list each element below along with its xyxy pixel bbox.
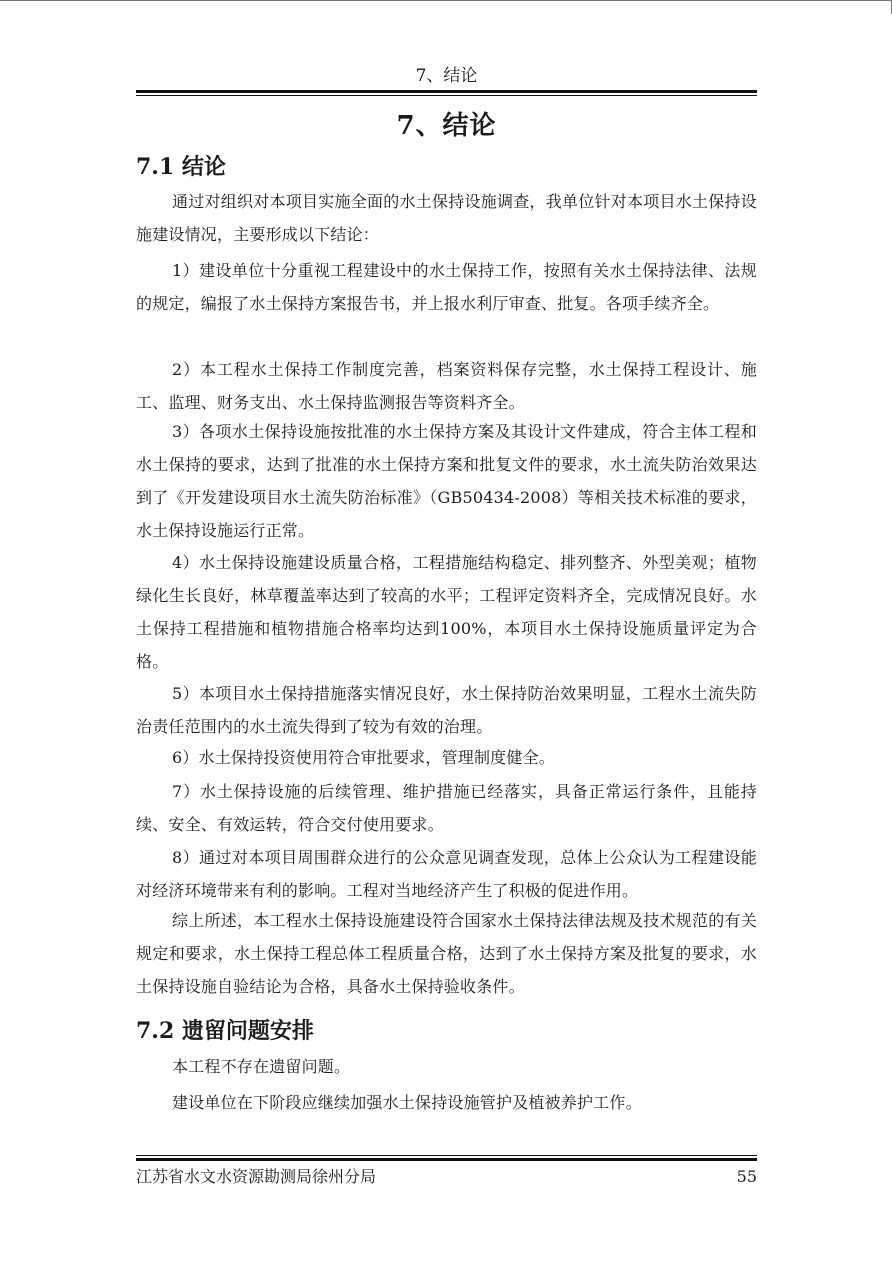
paragraph-item-5: 5）本项目水土保持措施落实情况良好，水土保持防治效果明显，工程水土流失防治责任范围内的水土流失得到了较为有效的治理。 — [136, 684, 757, 736]
footer-organization: 江苏省水文水资源勘测局徐州分局 — [136, 1167, 377, 1186]
paragraph-intro: 通过对组织对本项目实施全面的水土保持设施调查，我单位针对本项目水土保持设施建设情况，主要形成以下结论： — [136, 192, 757, 244]
paragraph-item-4: 4）水土保持设施建设质量合格，工程措施结构稳定、排列整齐、外型美观；植物绿化生长良好，林草覆盖率达到了较高的水平；工程评定资料齐全，完成情况良好。水土保持工程措施和植物措施合格率均达到100%，本项目水土保持设施质量评定为合格。 — [136, 553, 757, 671]
page-number: 55 — [736, 1167, 757, 1186]
footer-rule-thin — [136, 1155, 757, 1156]
footer-rule-thick — [136, 1158, 757, 1161]
paragraph-item-6: 6）水土保持投资使用符合审批要求，管理制度健全。 — [172, 748, 555, 767]
header-rule-thick — [136, 90, 757, 93]
paragraph-summary: 综上所述，本工程水土保持设施建设符合国家水土保持法律法规及技术规范的有关规定和要求，水土保持工程总体工程质量合格，达到了水土保持方案及批复的要求，水土保持设施自验结论为合格，具备水土保持验收条件。 — [136, 911, 757, 996]
paragraph-item-1: 1）建设单位十分重视工程建设中的水土保持工作，按照有关水土保持法律、法规的规定，编报了水土保持方案报告书，并上报水利厅审查、批复。各项手续齐全。 — [136, 261, 757, 313]
paragraph-item-3: 3）各项水土保持设施按批准的水土保持方案及其设计文件建成，符合主体工程和水土保持的要求，达到了批准的水土保持方案和批复文件的要求，水土流失防治效果达到了《开发建设项目水土流失防治标准》（GB50434-2008）等相关技术标准的要求，水土保持设施运行正常。 — [136, 422, 757, 540]
paragraph-maintenance: 建设单位在下阶段应继续加强水土保持设施管护及植被养护工作。 — [172, 1093, 642, 1112]
paragraph-no-issues: 本工程不存在遗留问题。 — [172, 1057, 351, 1076]
section-heading-7-2: 7.2 遗留问题安排 — [136, 1018, 314, 1044]
chapter-title: 7、结论 — [396, 111, 497, 141]
paragraph-item-8: 8）通过对本项目周围群众进行的公众意见调查发现，总体上公众认为工程建设能对经济环境带来有利的影响。工程对当地经济产生了积极的促进作用。 — [136, 848, 757, 900]
paragraph-item-2: 2）本工程水土保持工作制度完善，档案资料保存完整，水土保持工程设计、施工、监理、财务支出、水土保持监测报告等资料齐全。 — [136, 360, 757, 412]
page-top-border — [0, 0, 891, 1]
header-rule-thin — [136, 95, 757, 96]
running-header: 7、结论 — [415, 66, 478, 86]
section-heading-7-1: 7.1 结论 — [136, 154, 226, 180]
paragraph-item-7: 7）水土保持设施的后续管理、维护措施已经落实，具备正常运行条件，且能持续、安全、有效运转，符合交付使用要求。 — [136, 782, 757, 834]
